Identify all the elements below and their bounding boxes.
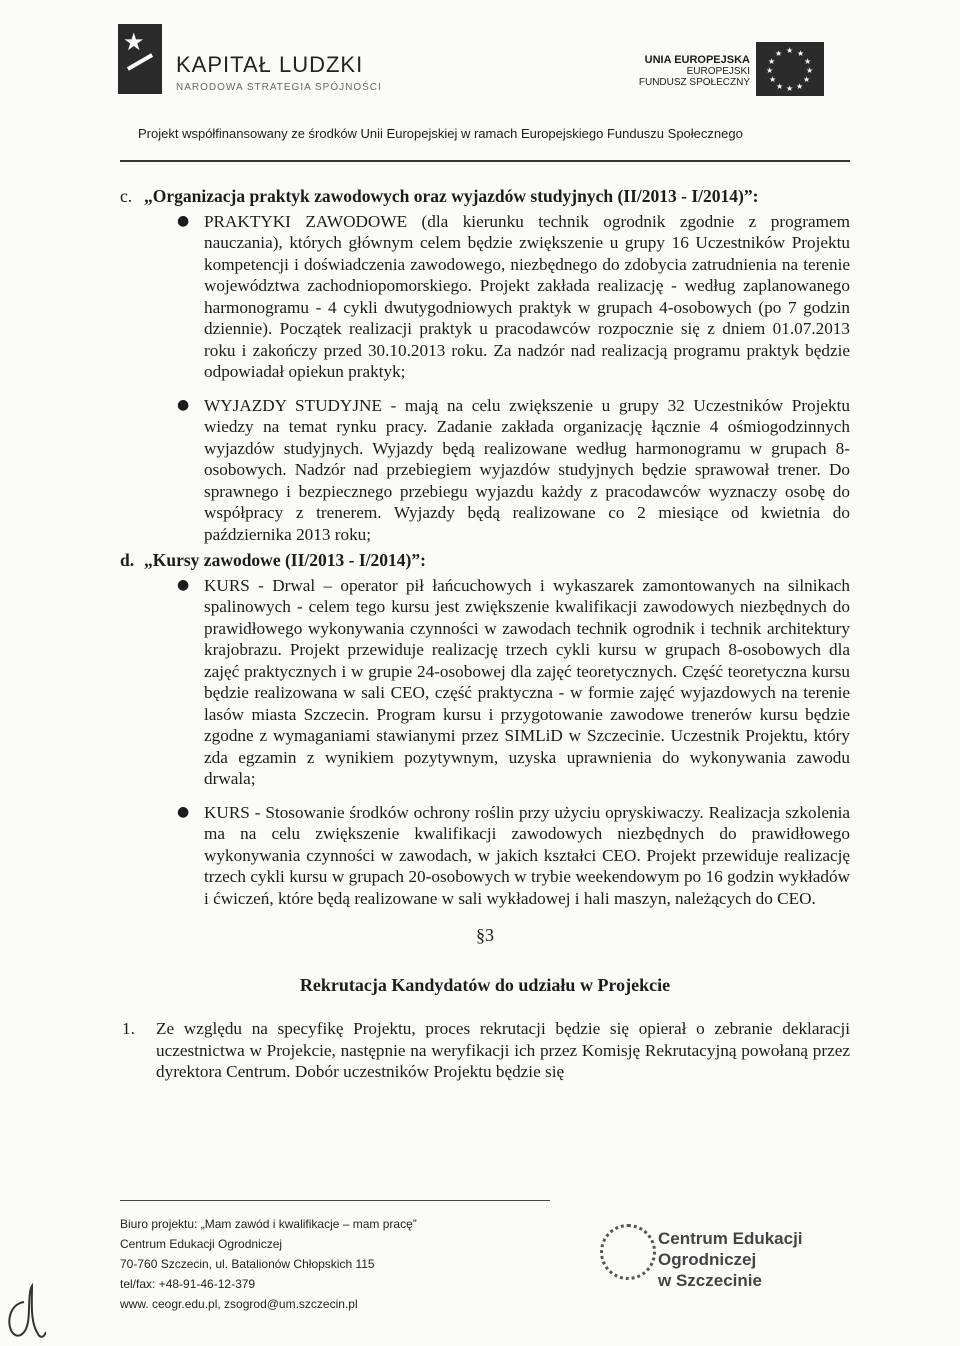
- section-c-label: c.: [120, 186, 133, 206]
- handwritten-initials-icon: [2, 1282, 46, 1344]
- section-c-title: „Organizacja praktyk zawodowych oraz wyjazdów studyjnych (II/2013 - I/2014)”:: [144, 186, 759, 206]
- bullet-icon: ●: [177, 396, 190, 413]
- kapital-ludzki-logo: [118, 18, 408, 104]
- cofinancing-note: Projekt współfinansowany ze środków Unii Europejskiej w ramach Europejskiego Funduszu Społecznego: [138, 126, 743, 141]
- eu-logo-text: [639, 54, 750, 88]
- section-d-title: „Kursy zawodowe (II/2013 - I/2014)”:: [144, 550, 426, 570]
- footer-line1: Biuro projektu: „Mam zawód i kwalifikacje – mam pracę”: [120, 1217, 417, 1231]
- eu-line3: FUNDUSZ SPOŁECZNY: [638, 77, 750, 88]
- section-c-list: [120, 211, 850, 546]
- section-d-heading: [120, 550, 850, 572]
- paragraph-sign: §3: [476, 925, 494, 945]
- list-item: ● KURS - Drwal – operator pił łańcuchowych i wykaszarek zamontowanych na silnikach spalinowych - celem tego kursu jest zwiększenie kwalifikacji zawodowych niezbędnych do prawidłowego wykonywania czynności w zawodach technik ogrodnik i technik architektury krajobrazu. Projekt przewiduje realizację trzech cykli kursu w grupach 8-osobowych dla zajęć praktycznych i w grupie 24-osobowej dla zajęć teoretycznych. Część teoretyczna kursu będzie realizowana w sali CEO, część praktyczna - w formie zajęć wyjazdowych na terenie lasów miasta Szczecin. Program kursu i przygotowanie zawodowe trenerów kursu będzie zgodne z wymaganiami stawianymi przez SIMLiD w Szczecinie. Uczestnik Projektu, który zda egzamin z wynikiem pozytywnym, uzyska uprawnienia do wykonywania zawodu drwala;: [177, 575, 850, 788]
- eu-flag-icon: ★ ★ ★ ★ ★ ★ ★ ★ ★ ★ ★ ★: [756, 42, 824, 96]
- eu-logo: [585, 40, 830, 104]
- ceo-logo-text: Centrum Edukacji Ogrodniczej w Szczecinie: [658, 1229, 803, 1290]
- eu-line2: EUROPEJSKI: [686, 66, 750, 77]
- document-body: [120, 186, 850, 1083]
- list-item: ● PRAKTYKI ZAWODOWE (dla kierunku technik ogrodnik zgodnie z programem nauczania), których głównym celem będzie zwiększenie u grupy 16 Uczestników Projektu kompetencji i doświadczenia zawodowego, niezbędnego do zdobycia zatrudnienia na terenie województwa zachodniopomorskiego. Projekt zakłada realizację - według zaplanowanego harmonogramu - 4 cykli dwutygodniowych praktyk w grupach 4-osobowych (po 7 godzin dziennie). Początek realizacji praktyk u pracodawców rozpocznie się z dniem 01.07.2013 roku i zakończy przed 30.10.2013 roku. Za nadzór nad realizacją programu praktyk będzie odpowiadał opiekun praktyk;: [177, 211, 850, 381]
- numbered-item: [120, 1018, 850, 1083]
- section-d-list: [120, 575, 850, 910]
- bullet-icon: ●: [177, 576, 190, 593]
- eu-line1: UNIA EUROPEJSKA: [644, 54, 750, 66]
- footer-divider: [120, 1200, 550, 1201]
- header-divider: [120, 160, 850, 162]
- item-number: 1.: [122, 1019, 135, 1038]
- list-item: ● KURS - Stosowanie środków ochrony roślin przy użyciu opryskiwaczy. Realizacja szkolenia ma na celu zwiększenie kwalifikacji zawodowych niezbędnych do prawidłowego wykonywania czynności w zawodach, w jakich kształci CEO. Projekt przewiduje realizację trzech cykli kursu w grupach 20-osobowych w trybie weekendowym po 16 godzin wykładów i ćwiczeń, które będą realizowane w sali wykładowej i hali maszyn, należących do CEO.: [177, 802, 850, 908]
- footer-address: [120, 1214, 417, 1314]
- kapital-ludzki-emblem-icon: [118, 24, 162, 94]
- footer-line3: 70-760 Szczecin, ul. Batalionów Chłopskich 115: [120, 1257, 375, 1271]
- star-icon: ★: [123, 28, 145, 56]
- list-item: ● WYJAZDY STUDYJNE - mają na celu zwiększenie u grupy 32 Uczestników Projektu wiedzy na temat rynku pracy. Zadanie zakłada organizację łącznie 4 ośmiogodzinnych wyjazdów studyjnych. Wyjazdy będą realizowane według harmonogramu w grupach 8-osobowych. Nadzór nad przebiegiem wyjazdów studyjnych będzie sprawował trener. Do sprawnego i bezpiecznego przebiegu wyjazdu każdy z pracodawców wyznaczy osobę do współpracy z trenerem. Wyjazdy będą realizowane co 2 miesiące od kwietnia do października 2013 roku;: [177, 395, 850, 544]
- footer-line4: tel/fax: +48-91-46-12-379: [120, 1277, 256, 1291]
- section-c-heading: [120, 186, 850, 208]
- recruitment-title: Rekrutacja Kandydatów do udziału w Projekcie: [299, 974, 671, 995]
- ceo-logo: [600, 1222, 840, 1292]
- bullet-icon: ●: [177, 212, 190, 229]
- footer-line2: Centrum Edukacji Ogrodniczej: [120, 1237, 283, 1251]
- bullet-icon: ●: [177, 803, 190, 820]
- footer-line5: www. ceogr.edu.pl, zsogrod@um.szczecin.pl: [120, 1297, 358, 1311]
- item-text: Ze względu na specyfikę Projektu, proces rekrutacji będzie się opierał o zebranie deklaracji uczestnictwa w Projekcie, następnie na weryfikacji ich przez Komisję Rekrutacyjną powołaną przez dyrektora Centrum. Dobór uczestników Projektu będzie się: [156, 1019, 850, 1081]
- ceo-emblem-icon: [600, 1224, 656, 1280]
- section-d-label: d.: [120, 550, 135, 570]
- kapital-ludzki-subtitle: NARODOWA STRATEGIA SPÓJNOŚCI: [176, 82, 382, 93]
- kapital-ludzki-title: KAPITAŁ LUDZKI: [176, 52, 364, 77]
